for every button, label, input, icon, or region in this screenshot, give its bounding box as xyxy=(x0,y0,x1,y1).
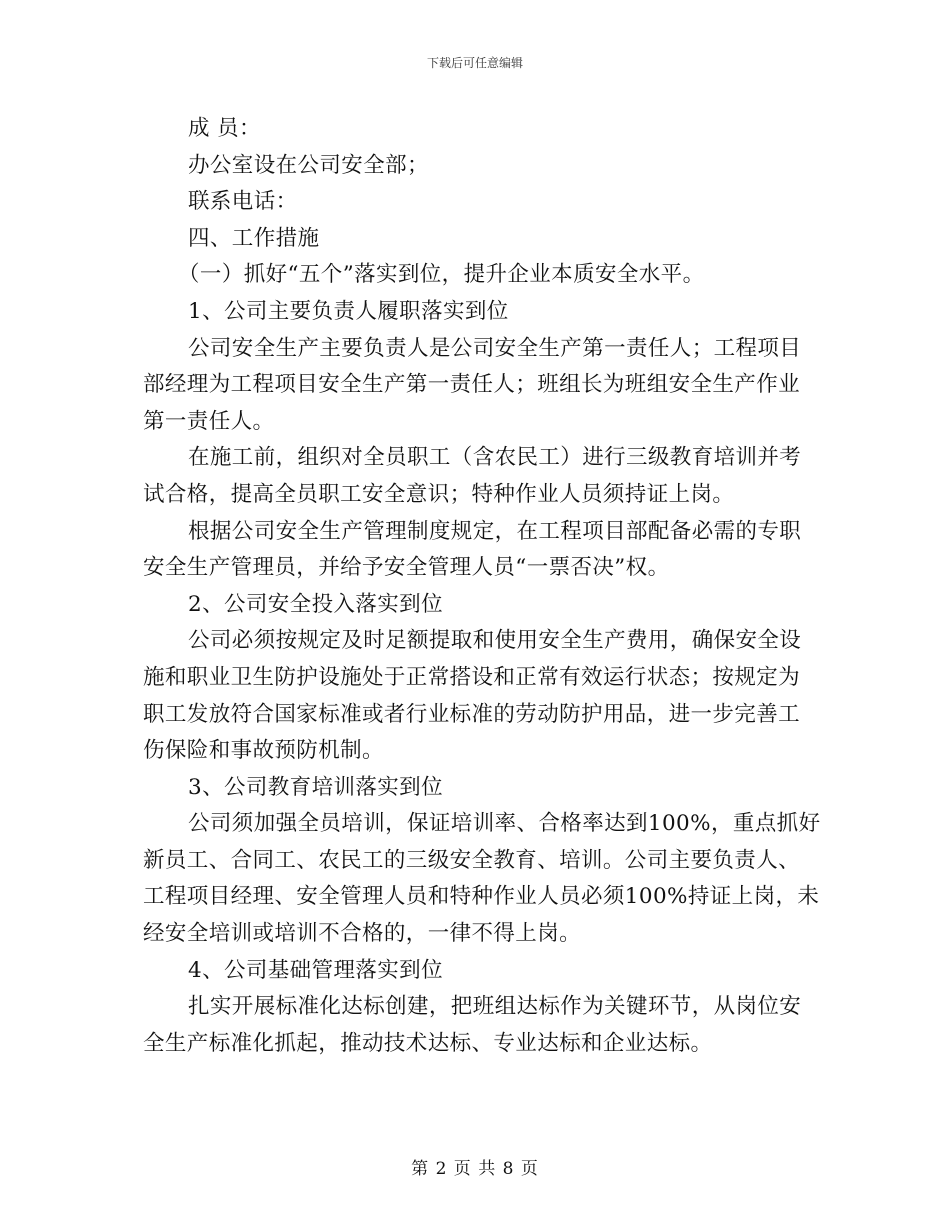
paragraph-line: 安全生产管理员，并给予安全管理人员“一票否决”权。 xyxy=(143,555,670,581)
paragraph-line: 工程项目经理、安全管理人员和特种作业人员必须100%持证上岗，未 xyxy=(143,884,820,910)
paragraph-line: 公司必须按规定及时足额提取和使用安全生产费用，确保安全设 xyxy=(188,628,802,654)
page-footer: 第 2 页 共 8 页 xyxy=(411,1159,539,1179)
subsection-heading-five-in-place: （一）抓好“五个”落实到位，提升企业本质安全水平。 xyxy=(178,262,705,288)
paragraph-line: 部经理为工程项目安全生产第一责任人；班组长为班组安全生产作业 xyxy=(143,372,801,398)
paragraph-line: 经安全培训或培训不合格的，一律不得上岗。 xyxy=(143,921,582,947)
text-line-phone: 联系电话： xyxy=(188,189,298,215)
text-line-office: 办公室设在公司安全部； xyxy=(188,152,429,178)
text-line-members: 成 员： xyxy=(188,116,261,141)
document-body xyxy=(143,111,821,1062)
paragraph-line: 职工发放符合国家标准或者行业标准的劳动防护用品，进一步完善工 xyxy=(143,701,801,727)
paragraph-line: 第一责任人。 xyxy=(143,408,275,434)
paragraph-line: 试合格，提高全员职工安全意识；特种作业人员须持证上岗。 xyxy=(143,481,735,507)
paragraph-line: 全生产标准化抓起，推动技术达标、专业达标和企业达标。 xyxy=(143,1030,713,1056)
item-heading-2: 2、公司安全投入落实到位 xyxy=(188,591,443,617)
item-heading-4: 4、公司基础管理落实到位 xyxy=(188,957,443,983)
header-note: 下载后可任意编辑 xyxy=(426,56,523,70)
paragraph-line: 根据公司安全生产管理制度规定，在工程项目部配备必需的专职 xyxy=(188,518,802,544)
paragraph-line: 新员工、合同工、农民工的三级安全教育、培训。公司主要负责人、 xyxy=(143,847,801,873)
paragraph-line: 公司安全生产主要负责人是公司安全生产第一责任人；工程项目 xyxy=(188,335,802,361)
item-heading-1: 1、公司主要负责人履职落实到位 xyxy=(188,298,509,324)
paragraph-line: 公司须加强全员培训，保证培训率、合格率达到100%，重点抓好 xyxy=(188,811,821,837)
section-heading-work-measures: 四、工作措施 xyxy=(188,225,320,251)
paragraph-line: 施和职业卫生防护设施处于正常搭设和正常有效运行状态；按规定为 xyxy=(143,664,801,690)
item-heading-3: 3、公司教育培训落实到位 xyxy=(188,774,443,800)
paragraph-line: 在施工前，组织对全员职工（含农民工）进行三级教育培训并考 xyxy=(188,445,802,471)
paragraph-line: 扎实开展标准化达标创建，把班组达标作为关键环节，从岗位安 xyxy=(188,994,802,1020)
paragraph-line: 伤保险和事故预防机制。 xyxy=(143,738,384,764)
